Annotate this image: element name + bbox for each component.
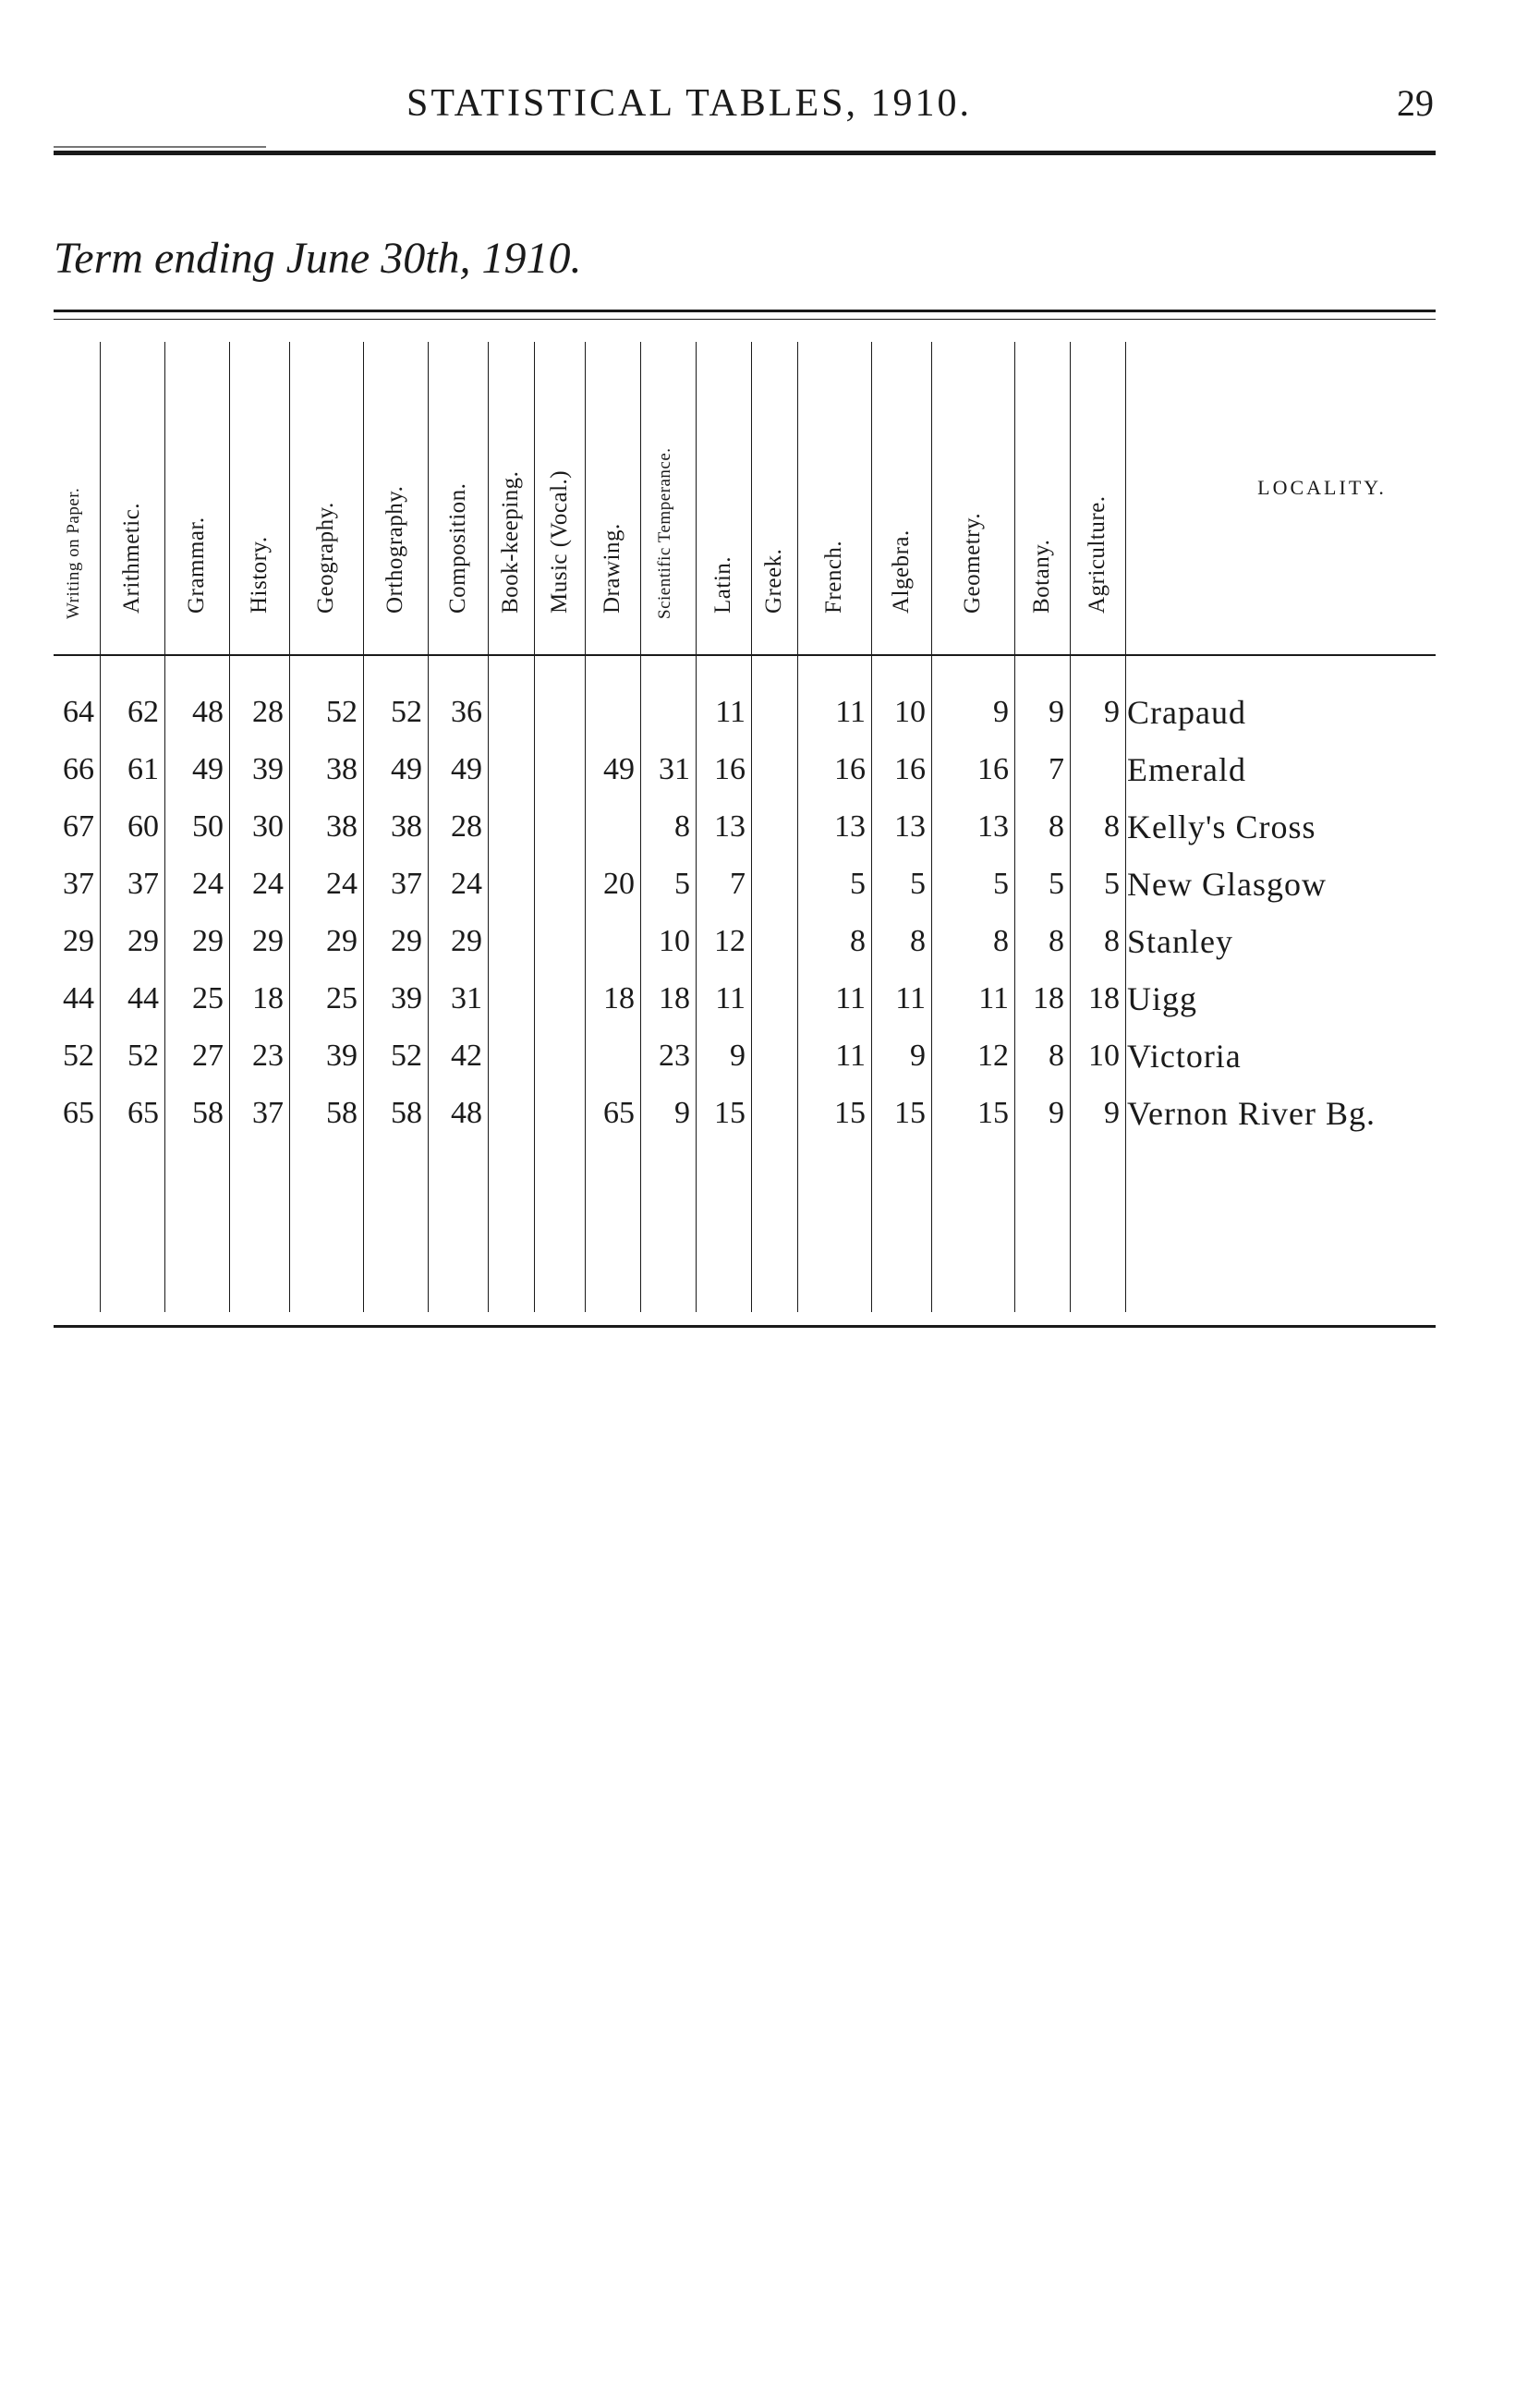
table-cell: 10: [659, 924, 690, 958]
table-cell: [534, 971, 585, 1027]
table-cell: [640, 685, 696, 740]
table-row: [54, 685, 1436, 740]
table-cell: 9: [674, 1096, 690, 1130]
table-top-rule-inner: [54, 319, 1436, 320]
table-cell: 65: [63, 1096, 94, 1130]
table-cell: 11: [715, 695, 746, 729]
column-header-label: Greek.: [761, 548, 786, 614]
locality-cell: Kelly's Cross: [1127, 808, 1316, 845]
table-cell: 10: [1088, 1039, 1120, 1073]
table-cell: 49: [192, 752, 224, 786]
table-cell: 31: [451, 981, 482, 1015]
column-header-label: Grammar.: [184, 517, 209, 614]
table-top-rule: [54, 310, 1436, 312]
table-cell: 15: [977, 1096, 1009, 1130]
table-cell: 8: [1104, 809, 1120, 844]
column-header-label: Geography.: [313, 502, 338, 614]
table-cell: [751, 1028, 797, 1084]
table-cell: [534, 1028, 585, 1084]
locality-cell: Vernon River Bg.: [1127, 1095, 1376, 1132]
table-cell: 52: [326, 695, 358, 729]
table-cell: 38: [326, 752, 358, 786]
table-cell: 58: [192, 1096, 224, 1130]
column-header: [229, 328, 289, 647]
column-header: [797, 328, 871, 647]
column-rule: [363, 342, 364, 1312]
column-rule: [100, 342, 101, 1312]
column-header: [54, 328, 100, 647]
table-cell: [751, 742, 797, 797]
table-cell: 65: [603, 1096, 635, 1130]
table-cell: 62: [127, 695, 159, 729]
table-cell: 8: [850, 924, 866, 958]
head-rule-thin: [54, 146, 266, 148]
table-cell: 11: [835, 1039, 866, 1073]
column-header-label: Arithmetic.: [119, 502, 144, 614]
table-cell: 5: [1104, 867, 1120, 901]
table-cell: 11: [835, 981, 866, 1015]
locality-cell: Uigg: [1127, 980, 1197, 1017]
table-cell: 29: [192, 924, 224, 958]
table-cell: [488, 857, 534, 912]
table-cell: [488, 1028, 534, 1084]
table-cell: 24: [252, 867, 284, 901]
table-row: [54, 971, 1436, 1027]
table-cell: 5: [850, 867, 866, 901]
column-header: [289, 328, 363, 647]
column-header: [164, 328, 229, 647]
table-cell: 52: [391, 695, 422, 729]
table-cell: 50: [192, 809, 224, 844]
table-body: [54, 670, 1436, 1317]
table-bottom-rule: [54, 1325, 1436, 1328]
table-cell: 65: [127, 1096, 159, 1130]
table-row: [54, 857, 1436, 912]
table-cell: [751, 1086, 797, 1141]
column-header: [640, 328, 696, 647]
column-rule: [534, 342, 535, 1312]
column-header-label: Scientific Temperance.: [655, 447, 674, 619]
table-cell: 15: [834, 1096, 866, 1130]
column-header-label: Agriculture.: [1085, 495, 1110, 614]
table-cell: 11: [895, 981, 926, 1015]
table-cell: 29: [63, 924, 94, 958]
column-header-label: History.: [246, 536, 272, 614]
locality-cell: Emerald: [1127, 751, 1246, 788]
running-title: STATISTICAL TABLES, 1910.: [406, 82, 972, 125]
column-header-label: Latin.: [710, 555, 735, 614]
table-cell: 29: [252, 924, 284, 958]
table-cell: [488, 1086, 534, 1141]
table-cell: [534, 799, 585, 855]
table-cell: 27: [192, 1039, 224, 1073]
table-cell: [585, 685, 640, 740]
table-cell: 38: [391, 809, 422, 844]
table-cell: 66: [63, 752, 94, 786]
table-cell: 38: [326, 809, 358, 844]
page-number: 29: [1397, 82, 1434, 124]
column-header-label: Drawing.: [600, 523, 624, 614]
table-cell: 48: [192, 695, 224, 729]
column-header: [1014, 328, 1070, 647]
table-row: [54, 914, 1436, 969]
column-rule: [164, 342, 165, 1312]
table-cell: 20: [603, 867, 635, 901]
table-cell: 18: [252, 981, 284, 1015]
table-cell: [751, 799, 797, 855]
table-cell: 60: [127, 809, 159, 844]
column-header-label: Writing on Paper.: [64, 487, 83, 619]
table-cell: 37: [252, 1096, 284, 1130]
table-cell: 9: [993, 695, 1009, 729]
column-header-label: Composition.: [444, 482, 470, 614]
table-cell: 9: [910, 1039, 926, 1073]
table-cell: 5: [1049, 867, 1064, 901]
table-cell: 36: [451, 695, 482, 729]
column-header-label: Botany.: [1029, 539, 1054, 614]
table-cell: 13: [894, 809, 926, 844]
table-cell: 16: [977, 752, 1009, 786]
table-cell: 52: [63, 1039, 94, 1073]
running-head: [0, 81, 1540, 133]
locality-cell: Victoria: [1127, 1038, 1242, 1075]
table-cell: 37: [391, 867, 422, 901]
table-cell: 24: [451, 867, 482, 901]
table-row: [54, 799, 1436, 855]
table-cell: 31: [659, 752, 690, 786]
table-cell: 10: [894, 695, 926, 729]
table-cell: 15: [894, 1096, 926, 1130]
table-cell: 8: [1049, 924, 1064, 958]
column-header: [1070, 328, 1125, 647]
table-cell: 23: [659, 1039, 690, 1073]
table-cell: 29: [127, 924, 159, 958]
table-cell: 13: [714, 809, 746, 844]
table-cell: 24: [192, 867, 224, 901]
term-title: Term ending June 30th, 1910.: [54, 234, 582, 283]
table-cell: 29: [391, 924, 422, 958]
header-bottom-rule: [54, 654, 1436, 656]
table-cell: 5: [910, 867, 926, 901]
column-header-label: Orthography.: [382, 485, 407, 614]
table-cell: [534, 742, 585, 797]
table-cell: [1070, 742, 1125, 797]
locality-header: LOCALITY.: [1257, 476, 1387, 499]
column-header: [363, 328, 428, 647]
column-rule: [640, 342, 641, 1312]
column-rule: [1014, 342, 1015, 1312]
table-cell: 18: [659, 981, 690, 1015]
table-cell: 42: [451, 1039, 482, 1073]
table-cell: 39: [391, 981, 422, 1015]
table-cell: 11: [978, 981, 1009, 1015]
table-row: [54, 1028, 1436, 1084]
table-cell: 18: [603, 981, 635, 1015]
head-rule: [54, 151, 1436, 155]
column-rule: [428, 342, 429, 1312]
table-cell: 39: [252, 752, 284, 786]
table-cell: [585, 1028, 640, 1084]
table-cell: 18: [1088, 981, 1120, 1015]
table-cell: 52: [391, 1039, 422, 1073]
column-header: [585, 328, 640, 647]
table-row: [54, 742, 1436, 797]
table-cell: 23: [252, 1039, 284, 1073]
table-cell: 25: [192, 981, 224, 1015]
table-cell: 9: [1104, 695, 1120, 729]
table-cell: 7: [730, 867, 746, 901]
column-rule: [488, 342, 489, 1312]
table-cell: [488, 685, 534, 740]
table-cell: 29: [451, 924, 482, 958]
table-cell: [488, 914, 534, 969]
table-cell: 8: [993, 924, 1009, 958]
table-cell: 12: [977, 1039, 1009, 1073]
table-cell: 58: [391, 1096, 422, 1130]
table-cell: 28: [252, 695, 284, 729]
table-cell: 44: [127, 981, 159, 1015]
table-cell: 25: [326, 981, 358, 1015]
table-cell: 5: [674, 867, 690, 901]
table-cell: 37: [63, 867, 94, 901]
column-header-label: Geometry.: [960, 512, 985, 614]
table-cell: 11: [715, 981, 746, 1015]
column-rule: [289, 342, 290, 1312]
column-rule: [931, 342, 932, 1312]
table-cell: 15: [714, 1096, 746, 1130]
column-rule: [751, 342, 752, 1312]
table-cell: [534, 1086, 585, 1141]
table-cell: 9: [1104, 1096, 1120, 1130]
table-cell: 58: [326, 1096, 358, 1130]
column-rule: [1125, 342, 1126, 1312]
column-rule: [871, 342, 872, 1312]
table-cell: 11: [835, 695, 866, 729]
table-cell: 24: [326, 867, 358, 901]
table-cell: [751, 857, 797, 912]
table-cell: 8: [674, 809, 690, 844]
table-cell: 9: [1049, 695, 1064, 729]
table-cell: 13: [977, 809, 1009, 844]
table-cell: 7: [1049, 752, 1064, 786]
table-cell: 16: [714, 752, 746, 786]
table-cell: 29: [326, 924, 358, 958]
table-cell: 67: [63, 809, 94, 844]
table-cell: [488, 799, 534, 855]
table-header: [54, 328, 1436, 647]
table-cell: 8: [1049, 1039, 1064, 1073]
locality-cell: Stanley: [1127, 923, 1233, 960]
table-cell: [751, 685, 797, 740]
column-header: [488, 328, 534, 647]
table-cell: [751, 914, 797, 969]
table-cell: 64: [63, 695, 94, 729]
column-header: [534, 328, 585, 647]
column-header-label: Book-keeping.: [498, 470, 523, 614]
table-cell: 9: [730, 1039, 746, 1073]
table-cell: 48: [451, 1096, 482, 1130]
column-header: [751, 328, 797, 647]
table-cell: [534, 857, 585, 912]
column-rule: [585, 342, 586, 1312]
table-cell: 44: [63, 981, 94, 1015]
column-header-label: Algebra.: [888, 529, 914, 614]
table-cell: [488, 742, 534, 797]
column-rule: [797, 342, 798, 1312]
table-cell: 8: [1049, 809, 1064, 844]
table-cell: 8: [910, 924, 926, 958]
locality-cell: Crapaud: [1127, 694, 1246, 731]
locality-cell: New Glasgow: [1127, 866, 1327, 903]
table-cell: 49: [391, 752, 422, 786]
table-cell: 5: [993, 867, 1009, 901]
column-header-label: Music (Vocal.): [546, 469, 572, 614]
table-cell: [534, 685, 585, 740]
table-cell: [534, 914, 585, 969]
table-cell: [585, 799, 640, 855]
table-cell: 49: [603, 752, 635, 786]
table-cell: 52: [127, 1039, 159, 1073]
column-header: [696, 328, 751, 647]
table-cell: 18: [1033, 981, 1064, 1015]
table-cell: 16: [894, 752, 926, 786]
table-cell: 9: [1049, 1096, 1064, 1130]
table-cell: 28: [451, 809, 482, 844]
column-header: [871, 328, 931, 647]
table-cell: 8: [1104, 924, 1120, 958]
table-cell: 30: [252, 809, 284, 844]
table-row: [54, 1086, 1436, 1141]
table-cell: 49: [451, 752, 482, 786]
table-cell: 16: [834, 752, 866, 786]
table-cell: 37: [127, 867, 159, 901]
column-rule: [229, 342, 230, 1312]
table-cell: [488, 971, 534, 1027]
table-cell: 61: [127, 752, 159, 786]
column-header-label: French.: [821, 540, 846, 614]
column-header: [100, 328, 164, 647]
column-rule: [1070, 342, 1071, 1312]
column-rule: [696, 342, 697, 1312]
table-cell: 12: [714, 924, 746, 958]
table-cell: [751, 971, 797, 1027]
column-header: [428, 328, 488, 647]
column-header: [931, 328, 1014, 647]
table-cell: 13: [834, 809, 866, 844]
table-cell: 39: [326, 1039, 358, 1073]
table-cell: [585, 914, 640, 969]
